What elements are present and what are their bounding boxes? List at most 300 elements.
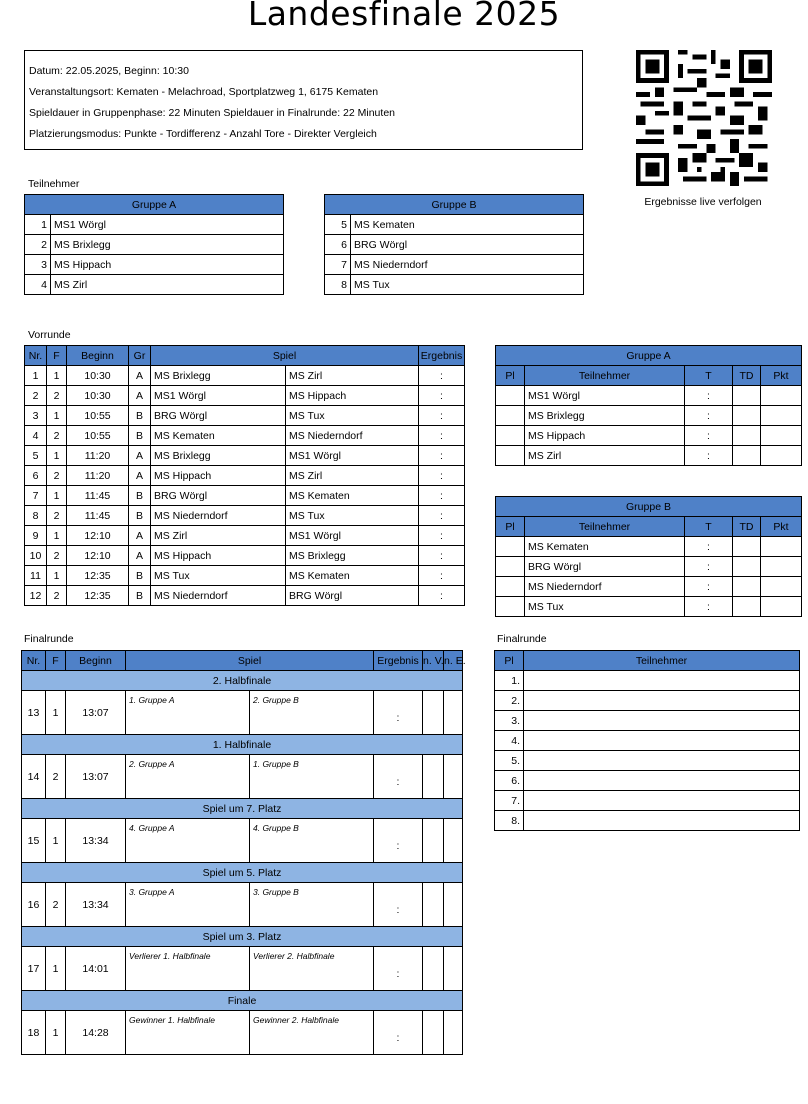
game-number: 13 — [22, 691, 46, 735]
game-number: 4 — [25, 426, 47, 446]
result: : — [419, 426, 465, 446]
field-number: 2 — [46, 755, 66, 799]
table-row — [495, 711, 800, 731]
game-number: 2 — [25, 386, 47, 406]
home-placeholder: Verlierer 1. Halbfinale — [126, 947, 250, 991]
qr-code[interactable] — [636, 48, 772, 188]
team-number: 8 — [325, 275, 351, 295]
result: : — [419, 386, 465, 406]
game-number: 5 — [25, 446, 47, 466]
start-time: 13:07 — [66, 755, 126, 799]
home-team: MS Tux — [151, 566, 286, 586]
team-name: MS Brixlegg — [525, 406, 685, 426]
table-row — [22, 947, 463, 991]
result: : — [374, 947, 423, 991]
home-team: MS Hippach — [151, 546, 286, 566]
table-row — [22, 883, 463, 927]
team-name: MS Niederndorf — [351, 255, 584, 275]
away-placeholder: Gewinner 2. Halbfinale — [250, 1011, 374, 1055]
place-cell — [496, 577, 525, 597]
overtime-cell — [423, 755, 444, 799]
field-number: 1 — [47, 526, 67, 546]
vorrunde-schedule — [24, 345, 465, 606]
field-number: 2 — [47, 506, 67, 526]
place-number: 8. — [495, 811, 524, 831]
stage-title: Spiel um 5. Platz — [22, 863, 463, 883]
home-team: BRG Wörgl — [151, 486, 286, 506]
stage-header-row — [22, 671, 463, 691]
field-number: 1 — [47, 486, 67, 506]
goals: : — [685, 406, 733, 426]
field-number: 2 — [47, 466, 67, 486]
start-time: 10:55 — [67, 406, 129, 426]
start-time: 11:20 — [67, 466, 129, 486]
table-row — [496, 537, 802, 557]
team-number: 2 — [25, 235, 51, 255]
group: A — [129, 526, 151, 546]
stage-title: Spiel um 7. Platz — [22, 799, 463, 819]
info-ranking-mode: Platzierungsmodus: Punkte - Tordifferenz - Anzahl Tore - Direkter Vergleich — [29, 128, 377, 140]
points-cell — [761, 426, 802, 446]
home-placeholder: 1. Gruppe A — [126, 691, 250, 735]
team-name: MS Zirl — [51, 275, 284, 295]
group: A — [129, 386, 151, 406]
game-number: 17 — [22, 947, 46, 991]
result: : — [419, 366, 465, 386]
penalty-cell — [444, 755, 463, 799]
team-cell — [524, 691, 800, 711]
place-number: 5. — [495, 751, 524, 771]
overtime-cell — [423, 819, 444, 863]
stage-title: Finale — [22, 991, 463, 1011]
col-header-ne: n. E. — [444, 651, 463, 671]
team-name: MS Kematen — [351, 215, 584, 235]
final-ranking-table — [494, 650, 800, 831]
table-row — [325, 275, 584, 295]
col-header-beginn: Beginn — [66, 651, 126, 671]
table-row — [495, 751, 800, 771]
table-row — [22, 1011, 463, 1055]
team-name: MS Kematen — [525, 537, 685, 557]
table-row — [25, 506, 465, 526]
away-placeholder: 1. Gruppe B — [250, 755, 374, 799]
points-cell — [761, 597, 802, 617]
team-cell — [524, 791, 800, 811]
points-cell — [761, 577, 802, 597]
standings-b-title: Gruppe B — [496, 497, 802, 517]
points-cell — [761, 446, 802, 466]
col-header-nr: Nr. — [22, 651, 46, 671]
standings-group-b — [495, 496, 802, 617]
place-cell — [496, 426, 525, 446]
table-row — [496, 597, 802, 617]
event-info-box — [24, 50, 583, 150]
col-header-team: Teilnehmer — [524, 651, 800, 671]
table-row — [25, 406, 465, 426]
result: : — [419, 466, 465, 486]
away-team: MS Zirl — [286, 466, 419, 486]
away-team: BRG Wörgl — [286, 586, 419, 606]
table-row — [325, 235, 584, 255]
start-time: 13:07 — [66, 691, 126, 735]
table-row — [25, 466, 465, 486]
table-row — [495, 791, 800, 811]
page-title: Landesfinale 2025 — [247, 0, 561, 33]
table-row — [25, 366, 465, 386]
goal-difference-cell — [733, 597, 761, 617]
start-time: 10:55 — [67, 426, 129, 446]
group: B — [129, 486, 151, 506]
result: : — [374, 755, 423, 799]
away-team: MS Hippach — [286, 386, 419, 406]
stage-title: 2. Halbfinale — [22, 671, 463, 691]
stage-header-row — [22, 991, 463, 1011]
game-number: 15 — [22, 819, 46, 863]
group-a-title: Gruppe A — [25, 195, 284, 215]
team-cell — [524, 671, 800, 691]
table-row — [495, 811, 800, 831]
col-header-nr: Nr. — [25, 346, 47, 366]
col-header-f: F — [47, 346, 67, 366]
result: : — [419, 586, 465, 606]
group: A — [129, 446, 151, 466]
col-header-td: TD — [733, 517, 761, 537]
col-header-spiel: Spiel — [151, 346, 419, 366]
home-team: MS Brixlegg — [151, 446, 286, 466]
info-venue: Veranstaltungsort: Kematen - Melachroad, Sportplatzweg 1, 6175 Kematen — [29, 86, 379, 98]
result: : — [374, 819, 423, 863]
points-cell — [761, 557, 802, 577]
place-number: 3. — [495, 711, 524, 731]
place-number: 4. — [495, 731, 524, 751]
group-b-participants — [324, 194, 584, 295]
goals: : — [685, 597, 733, 617]
table-row — [496, 406, 802, 426]
game-number: 16 — [22, 883, 46, 927]
finalrunde-label: Finalrunde — [24, 633, 74, 645]
table-row — [25, 486, 465, 506]
team-cell — [524, 771, 800, 791]
table-row — [496, 557, 802, 577]
away-team: MS Tux — [286, 506, 419, 526]
home-placeholder: 2. Gruppe A — [126, 755, 250, 799]
col-header-team: Teilnehmer — [525, 366, 685, 386]
goal-difference-cell — [733, 406, 761, 426]
start-time: 12:10 — [67, 526, 129, 546]
result: : — [419, 406, 465, 426]
table-row — [496, 446, 802, 466]
group: B — [129, 406, 151, 426]
table-row — [25, 275, 284, 295]
field-number: 2 — [47, 546, 67, 566]
result: : — [374, 1011, 423, 1055]
result: : — [419, 506, 465, 526]
col-header-t: T — [685, 517, 733, 537]
away-team: MS Kematen — [286, 566, 419, 586]
group: A — [129, 466, 151, 486]
overtime-cell — [423, 883, 444, 927]
home-team: BRG Wörgl — [151, 406, 286, 426]
goal-difference-cell — [733, 446, 761, 466]
start-time: 12:35 — [67, 586, 129, 606]
table-row — [25, 426, 465, 446]
home-team: MS Zirl — [151, 526, 286, 546]
points-cell — [761, 537, 802, 557]
game-number: 11 — [25, 566, 47, 586]
table-row — [22, 691, 463, 735]
group: A — [129, 546, 151, 566]
start-time: 14:28 — [66, 1011, 126, 1055]
away-placeholder: 4. Gruppe B — [250, 819, 374, 863]
overtime-cell — [423, 691, 444, 735]
goals: : — [685, 557, 733, 577]
place-cell — [496, 537, 525, 557]
col-header-td: TD — [733, 366, 761, 386]
team-number: 4 — [25, 275, 51, 295]
field-number: 1 — [47, 366, 67, 386]
penalty-cell — [444, 819, 463, 863]
away-team: MS Kematen — [286, 486, 419, 506]
field-number: 2 — [47, 426, 67, 446]
team-name: MS1 Wörgl — [525, 386, 685, 406]
away-team: MS1 Wörgl — [286, 526, 419, 546]
place-cell — [496, 557, 525, 577]
result: : — [419, 526, 465, 546]
team-name: MS Hippach — [51, 255, 284, 275]
table-row — [325, 255, 584, 275]
field-number: 1 — [47, 566, 67, 586]
penalty-cell — [444, 883, 463, 927]
goals: : — [685, 537, 733, 557]
overtime-cell — [423, 1011, 444, 1055]
game-number: 14 — [22, 755, 46, 799]
goal-difference-cell — [733, 577, 761, 597]
field-number: 1 — [47, 406, 67, 426]
home-team: MS1 Wörgl — [151, 386, 286, 406]
table-row — [496, 386, 802, 406]
table-row — [22, 755, 463, 799]
team-cell — [524, 711, 800, 731]
penalty-cell — [444, 691, 463, 735]
home-placeholder: 3. Gruppe A — [126, 883, 250, 927]
team-name: MS Tux — [525, 597, 685, 617]
team-number: 7 — [325, 255, 351, 275]
stage-title: 1. Halbfinale — [22, 735, 463, 755]
field-number: 1 — [46, 819, 66, 863]
goals: : — [685, 426, 733, 446]
place-cell — [496, 406, 525, 426]
game-number: 8 — [25, 506, 47, 526]
table-row — [25, 546, 465, 566]
start-time: 11:20 — [67, 446, 129, 466]
field-number: 2 — [46, 883, 66, 927]
goal-difference-cell — [733, 537, 761, 557]
col-header-pl: Pl — [496, 517, 525, 537]
stage-header-row — [22, 863, 463, 883]
start-time: 11:45 — [67, 486, 129, 506]
result: : — [419, 566, 465, 586]
start-time: 13:34 — [66, 883, 126, 927]
game-number: 1 — [25, 366, 47, 386]
team-name: MS Hippach — [525, 426, 685, 446]
col-header-nv: n. V. — [423, 651, 444, 671]
field-number: 1 — [46, 1011, 66, 1055]
start-time: 12:35 — [67, 566, 129, 586]
start-time: 12:10 — [67, 546, 129, 566]
col-header-pkt: Pkt — [761, 366, 802, 386]
start-time: 14:01 — [66, 947, 126, 991]
team-number: 3 — [25, 255, 51, 275]
table-row — [25, 255, 284, 275]
place-number: 1. — [495, 671, 524, 691]
col-header-spiel: Spiel — [126, 651, 374, 671]
table-row — [25, 446, 465, 466]
table-row — [25, 215, 284, 235]
away-team: MS Niederndorf — [286, 426, 419, 446]
result: : — [419, 486, 465, 506]
place-number: 6. — [495, 771, 524, 791]
place-cell — [496, 446, 525, 466]
table-row — [495, 691, 800, 711]
col-header-beginn: Beginn — [67, 346, 129, 366]
start-time: 10:30 — [67, 366, 129, 386]
finalrunde-schedule — [21, 650, 466, 1055]
field-number: 2 — [47, 586, 67, 606]
penalty-cell — [444, 1011, 463, 1055]
game-number: 3 — [25, 406, 47, 426]
team-name: MS Brixlegg — [51, 235, 284, 255]
table-row — [25, 526, 465, 546]
away-team: MS Tux — [286, 406, 419, 426]
field-number: 1 — [47, 446, 67, 466]
info-duration: Spieldauer in Gruppenphase: 22 Minuten Spieldauer in Finalrunde: 22 Minuten — [29, 107, 395, 119]
points-cell — [761, 386, 802, 406]
stage-header-row — [22, 799, 463, 819]
place-number: 7. — [495, 791, 524, 811]
goals: : — [685, 577, 733, 597]
game-number: 10 — [25, 546, 47, 566]
team-name: BRG Wörgl — [351, 235, 584, 255]
goals: : — [685, 446, 733, 466]
table-row — [25, 386, 465, 406]
group: B — [129, 426, 151, 446]
qr-caption: Ergebnisse live verfolgen — [644, 196, 762, 208]
team-number: 1 — [25, 215, 51, 235]
table-row — [495, 671, 800, 691]
team-name: MS Niederndorf — [525, 577, 685, 597]
start-time: 11:45 — [67, 506, 129, 526]
home-team: MS Kematen — [151, 426, 286, 446]
standings-a-title: Gruppe A — [496, 346, 802, 366]
stage-title: Spiel um 3. Platz — [22, 927, 463, 947]
home-team: MS Niederndorf — [151, 506, 286, 526]
stage-header-row — [22, 927, 463, 947]
place-cell — [496, 597, 525, 617]
game-number: 18 — [22, 1011, 46, 1055]
goal-difference-cell — [733, 386, 761, 406]
table-row — [496, 426, 802, 446]
away-placeholder: 3. Gruppe B — [250, 883, 374, 927]
col-header-t: T — [685, 366, 733, 386]
place-number: 2. — [495, 691, 524, 711]
overtime-cell — [423, 947, 444, 991]
team-name: BRG Wörgl — [525, 557, 685, 577]
group: B — [129, 566, 151, 586]
home-placeholder: 4. Gruppe A — [126, 819, 250, 863]
team-name: MS1 Wörgl — [51, 215, 284, 235]
game-number: 12 — [25, 586, 47, 606]
table-row — [25, 235, 284, 255]
away-placeholder: Verlierer 2. Halbfinale — [250, 947, 374, 991]
goals: : — [685, 386, 733, 406]
away-placeholder: 2. Gruppe B — [250, 691, 374, 735]
team-cell — [524, 751, 800, 771]
start-time: 13:34 — [66, 819, 126, 863]
participants-label: Teilnehmer — [28, 178, 80, 190]
col-header-ergebnis: Ergebnis — [419, 346, 465, 366]
field-number: 1 — [46, 947, 66, 991]
goal-difference-cell — [733, 557, 761, 577]
team-name: MS Tux — [351, 275, 584, 295]
table-row — [495, 731, 800, 751]
col-header-f: F — [46, 651, 66, 671]
game-number: 6 — [25, 466, 47, 486]
away-team: MS Zirl — [286, 366, 419, 386]
col-header-pl: Pl — [496, 366, 525, 386]
field-number: 1 — [46, 691, 66, 735]
game-number: 7 — [25, 486, 47, 506]
result: : — [374, 883, 423, 927]
table-row — [25, 586, 465, 606]
group-a-participants — [24, 194, 284, 295]
home-placeholder: Gewinner 1. Halbfinale — [126, 1011, 250, 1055]
table-row — [495, 771, 800, 791]
col-header-team: Teilnehmer — [525, 517, 685, 537]
vorrunde-label: Vorrunde — [28, 329, 71, 341]
team-cell — [524, 731, 800, 751]
team-number: 5 — [325, 215, 351, 235]
team-cell — [524, 811, 800, 831]
info-date: Datum: 22.05.2025, Beginn: 10:30 — [29, 65, 189, 77]
col-header-pkt: Pkt — [761, 517, 802, 537]
penalty-cell — [444, 947, 463, 991]
stage-header-row — [22, 735, 463, 755]
home-team: MS Hippach — [151, 466, 286, 486]
result: : — [419, 546, 465, 566]
result: : — [419, 446, 465, 466]
game-number: 9 — [25, 526, 47, 546]
table-row — [325, 215, 584, 235]
col-header-ergebnis: Ergebnis — [374, 651, 423, 671]
final-ranking-label: Finalrunde — [497, 633, 547, 645]
goal-difference-cell — [733, 426, 761, 446]
field-number: 2 — [47, 386, 67, 406]
group: A — [129, 366, 151, 386]
home-team: MS Niederndorf — [151, 586, 286, 606]
place-cell — [496, 386, 525, 406]
start-time: 10:30 — [67, 386, 129, 406]
points-cell — [761, 406, 802, 426]
table-row — [496, 577, 802, 597]
standings-group-a — [495, 345, 802, 466]
away-team: MS Brixlegg — [286, 546, 419, 566]
group: B — [129, 506, 151, 526]
col-header-gr: Gr — [129, 346, 151, 366]
home-team: MS Brixlegg — [151, 366, 286, 386]
col-header-pl: Pl — [495, 651, 524, 671]
away-team: MS1 Wörgl — [286, 446, 419, 466]
table-row — [25, 566, 465, 586]
